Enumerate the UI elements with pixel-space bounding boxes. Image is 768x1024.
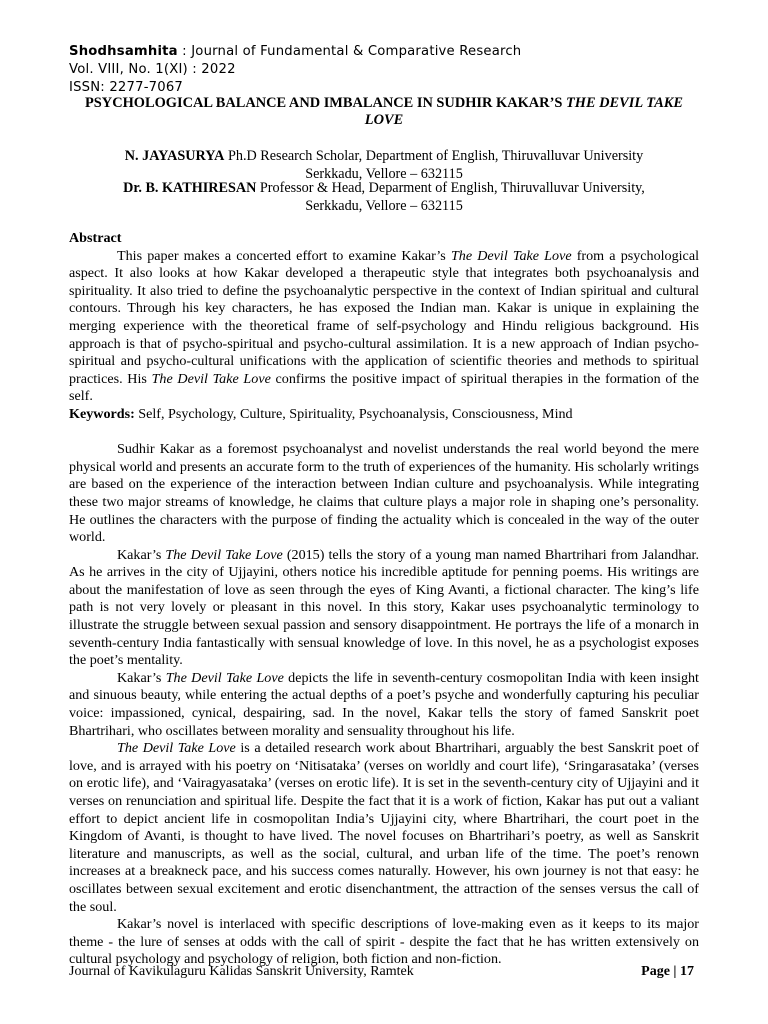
abstract-heading-text: Abstract [69, 230, 122, 246]
author-2-place: Serkkadu, Vellore – 632115 [305, 198, 463, 214]
body-paragraph-5: Kakar’s novel is interlaced with specific descriptions of love-making even as it keeps to its major theme - the lure of senses at odds with the call of spirit - despite the fact that he has written extensively on cultural psychology and psychology of religion, both fiction and non-fiction. [69, 916, 699, 968]
keywords-text: Self, Psychology, Culture, Spirituality, Psychoanalysis, Consciousness, Mind [134, 405, 573, 422]
title-book: THE DEVIL TAKE LOVE [364, 95, 683, 128]
author-2 [69, 179, 699, 215]
footer-journal: Journal of Kavikulaguru Kalidas Sanskrit University, Ramtek [69, 964, 414, 979]
author-1-affil: Ph.D Research Scholar, Department of English, Thiruvalluvar University [224, 148, 644, 164]
paper-body [69, 230, 699, 969]
abstract-heading [69, 230, 699, 248]
p3-text-b: depicts the life in seventh-century cosmopolitan India with keen insight and sinuous beauty, while entering the actual depths of a poet’s psyche and wonderfully capturing his peculiar voice: impassioned, cynical, despairing, sad. In the novel, Kakar tells the story of famed Sanskrit poet Bhartrihari, who oscillates between morality and sensuality throughout his life. [69, 669, 699, 739]
journal-subtitle: : Journal of Fundamental & Comparative Research [177, 44, 522, 59]
page-number: Page | 17 [641, 964, 694, 979]
issn-line: ISSN: 2277-7067 [69, 80, 184, 95]
p2-text-a: Kakar’s [117, 546, 166, 563]
paper-title [69, 95, 699, 129]
book-title: The Devil Take Love [165, 669, 284, 686]
author-1-name: N. JAYASURYA [124, 148, 225, 164]
body-paragraph-2 [69, 547, 699, 670]
abstract-text-b: from a psychological aspect. It also looks at how Kakar developed a therapeutic style that integrates both psychoanalysis and spirituality. It also tried to define the psychoanalytic perspective in the context of Indian spiritual and cultural contours. Through his key characters, he has exposed the Indian man. Kakar is unique in explaining the merging experience with the theoretical frame of self-psychology and Hindu religious background. His approach is that of psycho-spiritual and psycho-cultural assimilation. It is a new approach of Indian psycho-spiritual and psycho-cultural unifications with the application of scientific theories and methods to spiritual practices. His [69, 247, 699, 387]
abstract-paragraph [69, 248, 699, 406]
volume-line: Vol. VIII, No. 1(XI) : 2022 [69, 62, 236, 77]
book-title: The Devil Take Love [165, 546, 283, 563]
page-footer [69, 963, 694, 981]
body-paragraph-3 [69, 670, 699, 740]
keywords [69, 406, 699, 424]
p2-text-b: (2015) tells the story of a young man named Bhartrihari from Jalandhar. As he arrives in the city of Ujjayini, others notice his incredible aptitude for penning poems. His writings are about the manifestation of love as seen through the eyes of King Avanti, a fictional character. The king’s life path is not very lovely or pleasant in this novel. In this story, Kakar uses psychoanalytic terminology to illustrate the struggle between sexual passion and sensory disappointment. He portrays the life of a monarch in seventh-century India fantastically with sensual knowledge of love. In this novel, he as a psychologist exposes the poet’s mentality. [69, 546, 699, 669]
author-2-affil: Professor & Head, Deparment of English, Thiruvalluvar University, [256, 180, 645, 196]
book-title: The Devil Take Love [151, 370, 271, 387]
author-1 [69, 147, 699, 183]
title-main: PSYCHOLOGICAL BALANCE AND IMBALANCE IN SUDHIR KAKAR’S [85, 95, 566, 111]
abstract-text-a: This paper makes a concerted effort to examine Kakar’s [117, 247, 451, 264]
journal-header [69, 44, 521, 60]
body-paragraph-4 [69, 740, 699, 916]
p3-text-a: Kakar’s [117, 669, 166, 686]
book-title: The Devil Take Love [117, 740, 236, 757]
body-paragraph-1: Sudhir Kakar as a foremost psychoanalyst and novelist understands the real world beyond the mere physical world and presents an accurate form to the truth of experiences of the humanity. His scholarly writings are based on the experience of the interaction between Indian culture and psychoanalysis. While integrating these two major streams of knowledge, he claims that culture plays a major role in shaping one’s personality. He outlines the characters with the purpose of finding the actuality which is concealed in the way of the outer world. [69, 441, 699, 546]
p4-text-b: is a detailed research work about Bhartrihari, arguably the best Sanskrit poet of love, and is arrayed with his poetry on ‘Nitisataka’ (verses on worldly and court life), ‘Sringarasataka’ (verses on erotic life), and ‘Vairagyasataka’ (verses on erotic life). It is set in the seventh-century city of Ujjayini and it verses on renunciation and spiritual life. Despite the fact that it is a work of fiction, Kakar has put out a valiant effort to depict ancient life in cosmopolitan India’s Ujjayini city, where Bhartrihari, the court poet in the Kingdom of Avanti, is thought to have lived. The novel focuses on Bhartrihari’s poetry, as well as Sanskrit literature and manuscripts, as well as the social, cultural, and urban life of the time. The poet’s renown increases at a breakneck pace, and his success comes naturally. However, his own journey is not that easy: he oscillates between sexual excitement and erotic disenchantment, the attraction of the senses versus the call of the soul. [69, 740, 699, 915]
journal-name: Shodhsamhita [69, 44, 178, 59]
abstract-text-c: confirms the positive impact of spiritual therapies in the formation of the self. [69, 370, 699, 405]
author-1-place: Serkkadu, Vellore – 632115 [305, 166, 463, 182]
keywords-label: Keywords: [69, 405, 135, 422]
author-2-name: Dr. B. KATHIRESAN [123, 180, 257, 196]
book-title: The Devil Take Love [450, 247, 572, 264]
